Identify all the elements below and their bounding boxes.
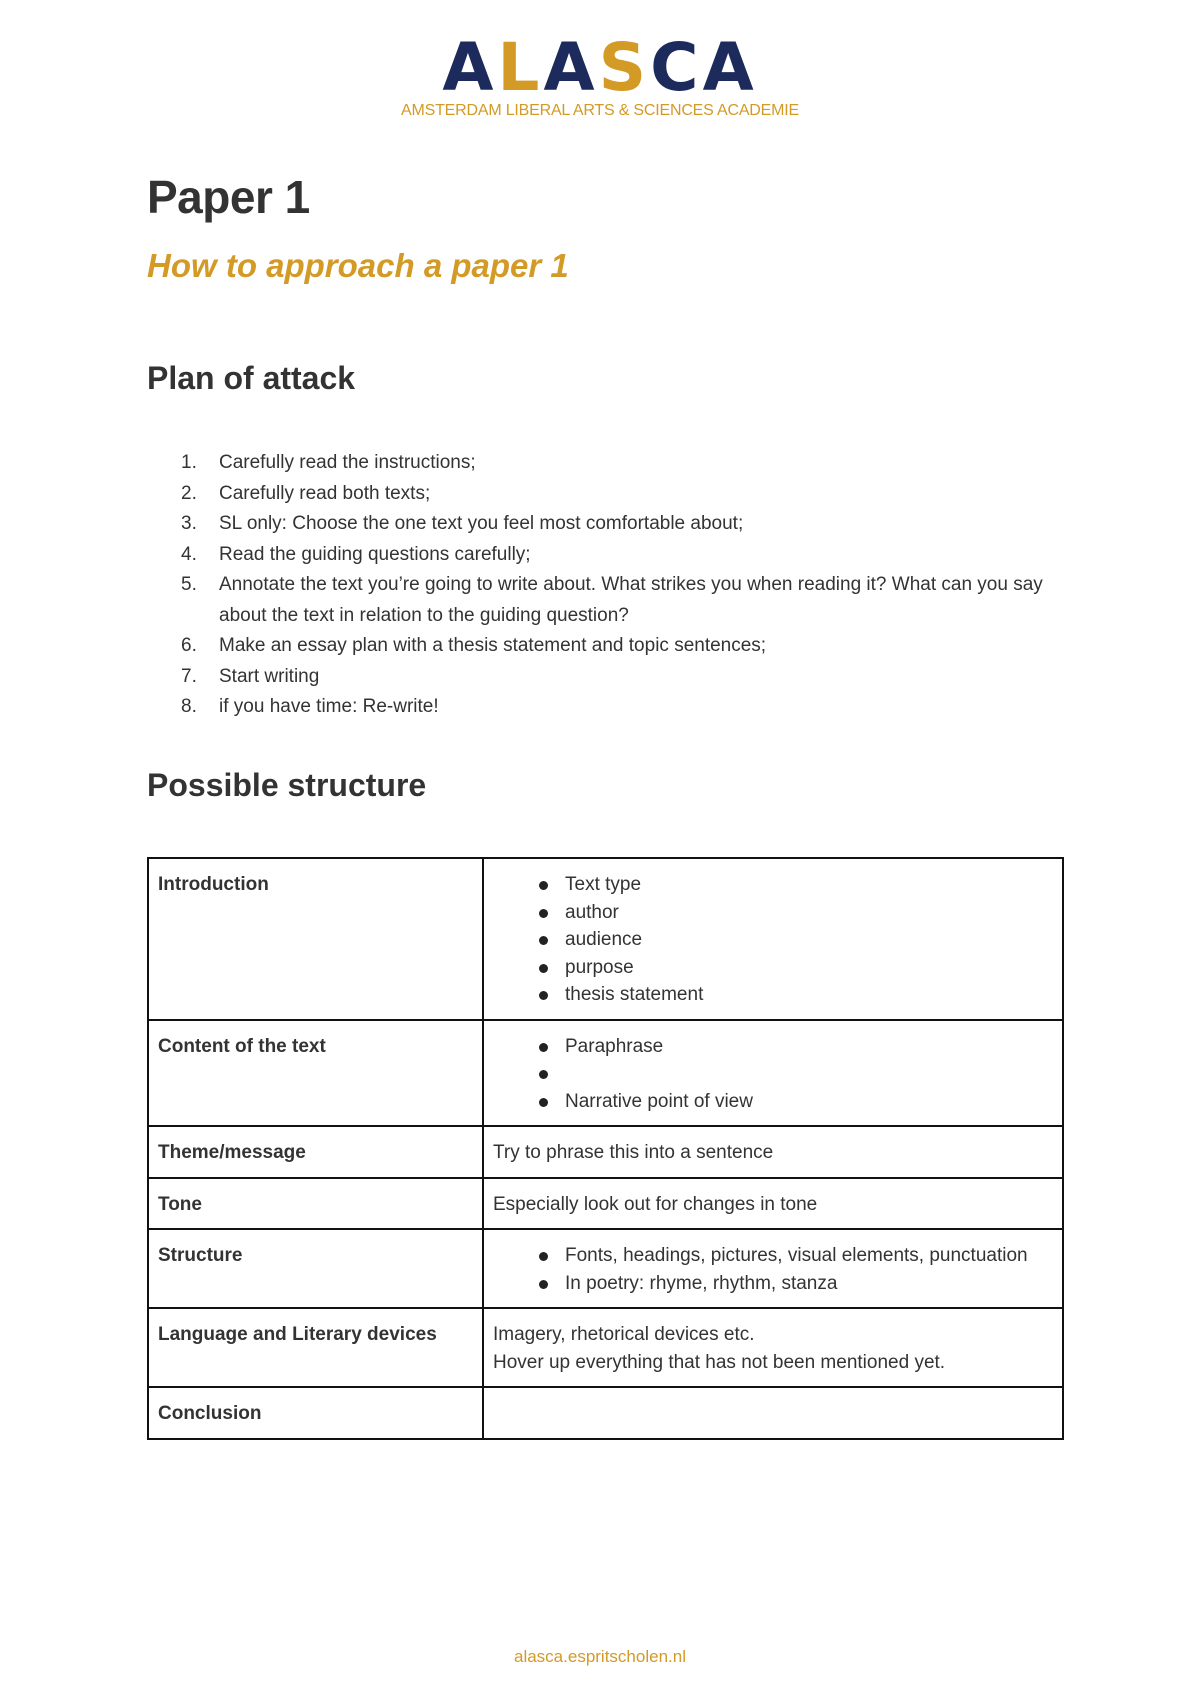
structure-heading: Possible structure (147, 767, 427, 803)
logo-letter-a3: A (702, 29, 758, 106)
cell-text: Especially look out for changes in tone (493, 1193, 818, 1215)
row-label: Tone (148, 1178, 483, 1230)
table-row (148, 1178, 1063, 1230)
list-item-text: Paraphrase (565, 1035, 664, 1057)
plan-step-number: 2. (181, 482, 197, 504)
plan-heading: Plan of attack (147, 360, 356, 396)
plan-step-number: 8. (181, 696, 197, 717)
plan-step (147, 692, 1062, 723)
plan-step (147, 631, 1062, 662)
list-item (493, 1242, 1052, 1270)
bullet-icon (539, 936, 548, 945)
bullet-list (493, 1242, 1052, 1297)
plan-step-number: 7. (181, 665, 197, 687)
row-content (483, 1229, 1063, 1308)
row-label: Structure (148, 1229, 483, 1308)
list-item-text: Narrative point of view (565, 1090, 753, 1112)
table-row (148, 1126, 1063, 1178)
structure-table (147, 857, 1064, 1440)
row-label: Conclusion (148, 1387, 483, 1439)
row-content (483, 1020, 1063, 1127)
plan-step-number: 6. (181, 635, 197, 656)
logo-letter-a2: A (543, 29, 599, 106)
table-row (148, 1308, 1063, 1387)
plan-step-number: 3. (181, 513, 197, 534)
bullet-icon (539, 1043, 548, 1052)
list-item (493, 1060, 1052, 1088)
row-content (483, 1387, 1063, 1439)
logo-letter-s: S (598, 29, 651, 106)
plan-step-number: 1. (181, 452, 197, 473)
plan-step-text: Read the guiding questions carefully; (219, 543, 531, 565)
list-item-text: In poetry: rhyme, rhythm, stanza (565, 1272, 838, 1294)
plan-step-text: Make an essay plan with a thesis statement and topic sentences; (219, 635, 767, 656)
list-item-text: thesis statement (565, 984, 704, 1005)
list-item-text: Fonts, headings, pictures, visual elements, punctuation (565, 1245, 1028, 1266)
footer-url: alasca.espritscholen.nl (514, 1647, 686, 1666)
list-item-text: Text type (565, 874, 642, 895)
row-label: Content of the text (148, 1020, 483, 1127)
cell-text: Try to phrase this into a sentence (493, 1142, 774, 1163)
plan-step-text: Annotate the text you’re going to write about. What strikes you when reading it? What can you say about the text in relation to the guiding question? (219, 574, 1043, 626)
row-content (483, 1308, 1063, 1387)
list-item (493, 1033, 1052, 1061)
bullet-icon (539, 1098, 548, 1107)
list-item (493, 1088, 1052, 1116)
bullet-icon (539, 1252, 548, 1261)
bullet-icon (539, 1280, 548, 1289)
plan-step (147, 448, 1062, 479)
bullet-icon (539, 881, 548, 890)
logo-letter-a1: A (442, 29, 498, 106)
row-content (483, 1126, 1063, 1178)
bullet-list (493, 1033, 1052, 1116)
plan-step-text: Start writing (219, 665, 320, 687)
document-header (0, 30, 1200, 120)
logo-tagline: AMSTERDAM LIBERAL ARTS & SCIENCES ACADEMIE (401, 102, 799, 119)
row-label: Introduction (148, 858, 483, 1020)
cell-text: Imagery, rhetorical devices etc. (493, 1324, 755, 1345)
list-item (493, 899, 1052, 927)
list-item (493, 1270, 1052, 1298)
list-item (493, 871, 1052, 899)
svg-text:ALASCA (442, 29, 757, 106)
plan-step-text: if you have time: Re-write! (219, 696, 439, 717)
table-row (148, 858, 1063, 1020)
bullet-icon (539, 1070, 548, 1079)
plan-step-number: 4. (181, 543, 197, 565)
plan-step (147, 540, 1062, 571)
row-content (483, 858, 1063, 1020)
table-row (148, 1229, 1063, 1308)
empty-cell (493, 1400, 1052, 1428)
logo-letter-c: C (650, 29, 703, 106)
list-item (493, 954, 1052, 982)
plan-step-text: Carefully read the instructions; (219, 452, 476, 473)
list-item-text: author (565, 901, 619, 923)
table-row (148, 1387, 1063, 1439)
alasca-logo (442, 29, 758, 106)
row-label: Theme/message (148, 1126, 483, 1178)
bullet-list (493, 871, 1052, 1009)
plan-step-text: Carefully read both texts; (219, 482, 431, 504)
plan-step (147, 509, 1062, 540)
plan-step-number: 5. (181, 574, 197, 595)
page-title: Paper 1 (147, 171, 310, 223)
logo-letter-l: L (497, 29, 544, 106)
plan-step (147, 662, 1062, 693)
bullet-icon (539, 909, 548, 918)
page-subtitle: How to approach a paper 1 (147, 247, 569, 284)
list-item (493, 926, 1052, 954)
list-item-text: purpose (565, 956, 634, 978)
cell-text: Hover up everything that has not been mentioned yet. (493, 1351, 946, 1373)
plan-step (147, 479, 1062, 510)
table-row (148, 1020, 1063, 1127)
plan-step-text: SL only: Choose the one text you feel most comfortable about; (219, 513, 744, 534)
plan-steps-list (147, 448, 1062, 723)
row-label: Language and Literary devices (148, 1308, 483, 1387)
bullet-icon (539, 964, 548, 973)
list-item-text: audience (565, 929, 643, 950)
bullet-icon (539, 991, 548, 1000)
row-content (483, 1178, 1063, 1230)
list-item (493, 981, 1052, 1009)
plan-step (147, 570, 1062, 631)
